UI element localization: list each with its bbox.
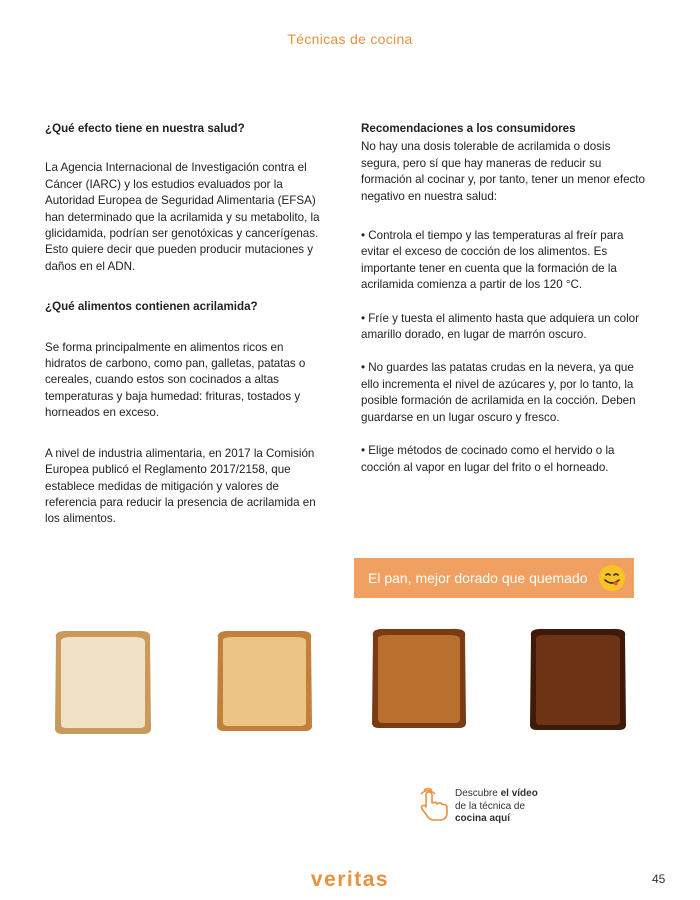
recommendation-item: • Fríe y tuesta el alimento hasta que adquiera un color amarillo dorado, en lugar de marrón oscuro. [361, 311, 639, 342]
right-column [361, 121, 646, 493]
bread-banner [354, 558, 634, 598]
toast-golden-image [213, 628, 316, 733]
left-column [45, 121, 325, 552]
page-number: 45 [652, 872, 666, 886]
heading-foods-acrylamide: ¿Qué alimentos contienen acrilamida? [45, 300, 258, 314]
toast-burnt-image [526, 626, 630, 732]
smiley-tongue-icon [598, 564, 626, 592]
banner-text: El pan, mejor dorado que quemado [368, 570, 588, 586]
paragraph-regulation: A nivel de industria alimentaria, en 2017 la Comisión Europea publicó el Reglamento 2017/2158, que establece medidas de mitigación y valores de referencia para reducir la presencia de acrilamida en los alimentos. [45, 446, 316, 526]
toast-brown-image [368, 626, 470, 730]
heading-recommendations: Recomendaciones a los consumidores [361, 122, 576, 135]
recommendation-item: • Elige métodos de cocinado como el hervido o la cocción al vapor en lugar del frito o el horneado. [361, 444, 615, 474]
heading-health-effect: ¿Qué efecto tiene en nuestra salud? [45, 122, 245, 135]
hand-pointer-icon [418, 786, 452, 822]
paragraph-recommendations-intro: No hay una dosis tolerable de acrilamida o dosis segura, pero sí que hay maneras de reducir su formación al cocinar y, por tanto, tener un menor efecto negativo en nuestra salud: [361, 140, 645, 203]
paragraph-foods: Se forma principalmente en alimentos ricos en hidratos de carbono, como pan, galletas, patatas o cereales, cuando estos son cocinados a altas temperaturas y baja humedad: frituras, tostados y horneados en exceso. [45, 340, 306, 420]
recommendation-item: • No guardes las patatas crudas en la nevera, ya que ello incrementa el nivel de azúcares y, por lo tanto, la posible formación de acrilamida en la cocción. Deben guardarse en un lugar oscuro y fresco. [361, 361, 636, 424]
video-link-text[interactable]: Descubre el vídeo de la técnica de cocina aquí [455, 788, 538, 824]
video-link[interactable] [418, 786, 568, 826]
toast-light-image [50, 628, 156, 736]
paragraph-health-effect: La Agencia Internacional de Investigación contra el Cáncer (IARC) y los estudios evaluados por la Autoridad Europea de Seguridad Alimentaria (EFSA) han determinado que la acrilamida y su metabolito, la glicidamida, podrían ser genotóxicas y cancerígenas. Esto quiere decir que pueden producir mutaciones y daños en el ADN. [45, 161, 320, 273]
veritas-logo: veritas [310, 868, 390, 891]
page-section-title: Técnicas de cocina [287, 31, 413, 47]
recommendation-item: • Controla el tiempo y las temperaturas al freír para evitar el exceso de cocción de los alimentos. Es importante tener en cuenta que la formación de la acrilamida comienza a partir de los 120 °C. [361, 229, 624, 292]
